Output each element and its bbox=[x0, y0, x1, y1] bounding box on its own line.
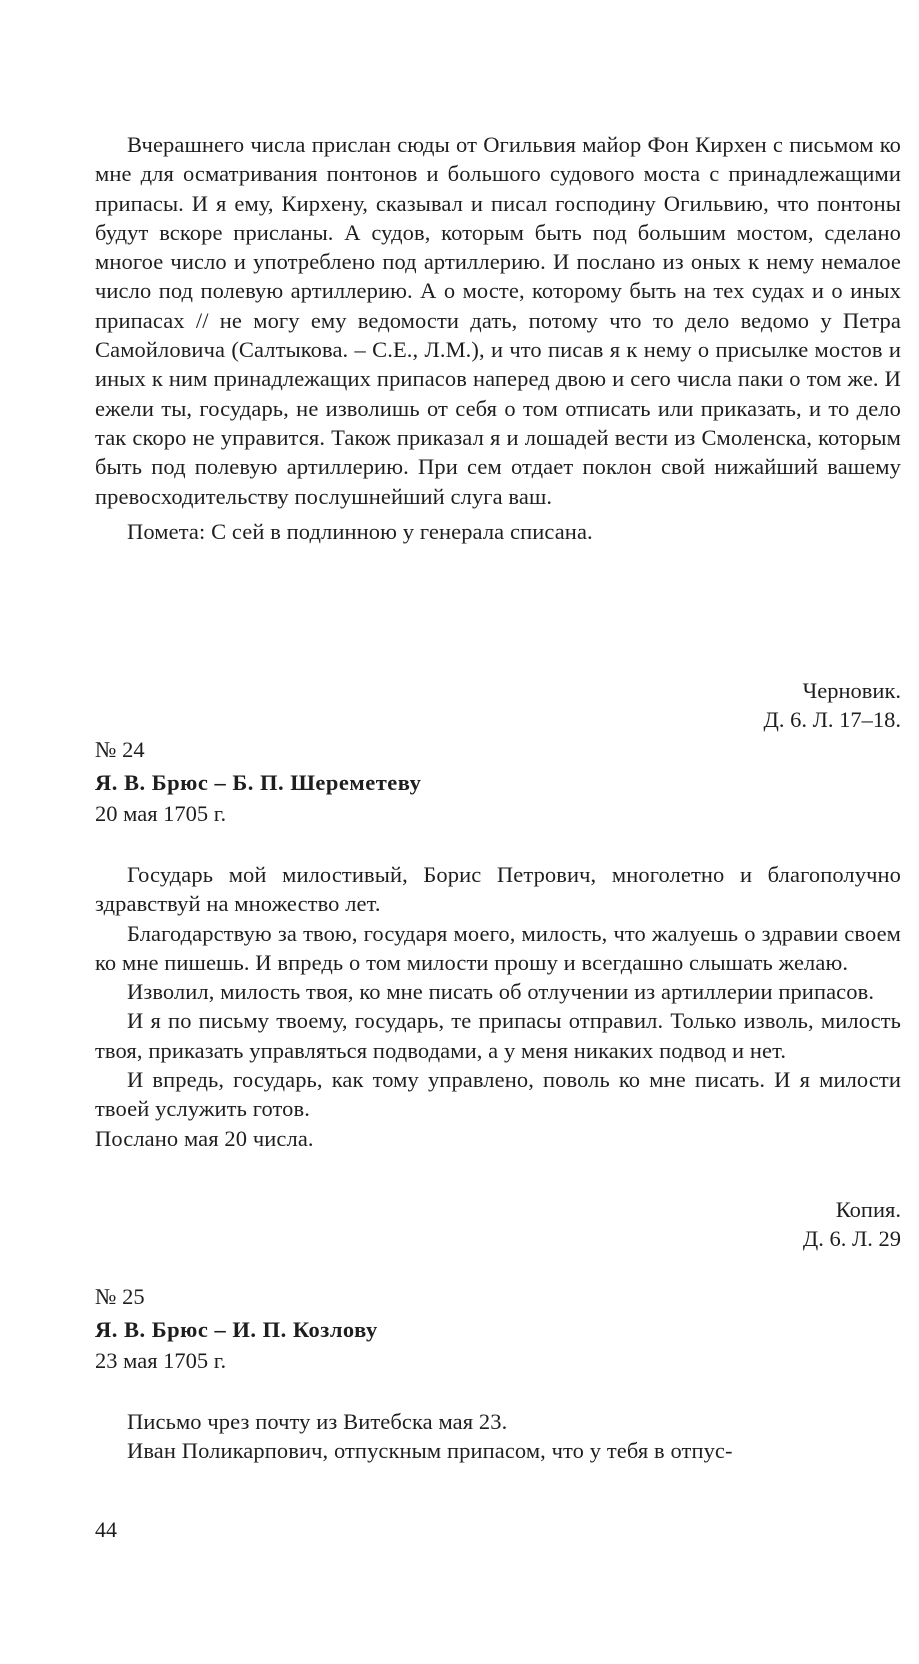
doc24-paragraph: И впредь, государь, как тому управлено, поволь ко мне писать. И я милости твоей услужить готов. bbox=[95, 1067, 901, 1122]
doc24-paragraph: И я по письму твоему, государь, те припасы отправил. Только изволь, милость твоя, приказать управляться подводами, а у меня никаких подвод и нет. bbox=[95, 1008, 901, 1063]
doc25-title: Я. В. Брюс – И. П. Козлову bbox=[95, 1317, 378, 1342]
doc24-body bbox=[95, 860, 901, 1153]
page-number: 44 bbox=[95, 1517, 117, 1542]
doc24-closing: Послано мая 20 числа. bbox=[95, 1125, 314, 1151]
doc25-date: 23 мая 1705 г. bbox=[95, 1348, 227, 1373]
doc24-title: Я. В. Брюс – Б. П. Шереметеву bbox=[95, 770, 422, 795]
source-kind: Черновик. bbox=[802, 678, 901, 703]
doc25-body bbox=[95, 1407, 901, 1466]
source-reference: Д. 6. Л. 29 bbox=[802, 1226, 901, 1252]
top-letter-paragraph: Вчерашнего числа прислан сюды от Огильвия майор Фон Кирхен с письмом ко мне для осматривания понтонов и большого судового моста с принадлежащими припасы. И я ему, Кирхену, сказывал и писал господину Огильвию, что понтоны будут вскоре присланы. А судов, которым быть под большим мостом, сделано многое число и употреблено под артиллерию. И послано из оных к нему немалое число под полевую артиллерию. А о мосте, которому быть на тех судах и о иных припасах // не могу ему ведомости дать, потому что то дело ведомо у Петра Самойловича (Салтыкова. – С.Е., Л.М.), и что писав я к нему о присылке мостов и иных к ним принадлежащих припасов наперед двою и сего числа паки о том же. И ежели ты, государь, не изволишь от себя о том отписать или приказать, и то дело так скоро не управится. Також приказал я и лошадей вести из Смоленска, которым быть под полевую артиллерию. При сем отдает поклон свой нижайший вашему превосходительству послушнейший слуга ваш. bbox=[95, 132, 901, 509]
doc24-source-note bbox=[803, 1195, 901, 1254]
doc24-paragraph: Государь мой милостивый, Борис Петрович, многолетно и благополучно здравствуй на множество лет. bbox=[95, 862, 901, 917]
top-letter-note: Помета: С сей в подлинною у генерала списана. bbox=[127, 518, 593, 544]
doc24-number: № 24 bbox=[95, 737, 145, 762]
doc24-date: 20 мая 1705 г. bbox=[95, 801, 227, 826]
doc25-paragraph: Письмо чрез почту из Витебска мая 23. bbox=[127, 1409, 508, 1434]
doc24-paragraph: Благодарствую за твою, государя моего, милость, что жалуешь о здравии своем ко мне пишешь. И впредь о том милости прошу и всегдашно слышать желаю. bbox=[95, 920, 901, 975]
source-kind: Копия. bbox=[835, 1197, 901, 1222]
source-reference: Д. 6. Л. 17–18. bbox=[763, 707, 901, 733]
doc25-number: № 25 bbox=[95, 1284, 145, 1309]
doc24-paragraph: Изволил, милость твоя, ко мне писать об отлучении из артиллерии припасов. bbox=[127, 979, 875, 1005]
top-letter-body bbox=[95, 130, 901, 546]
top-letter-source-note bbox=[764, 676, 901, 735]
doc25-paragraph: Иван Поликарпович, отпускным припасом, что у тебя в отпус- bbox=[127, 1438, 733, 1464]
